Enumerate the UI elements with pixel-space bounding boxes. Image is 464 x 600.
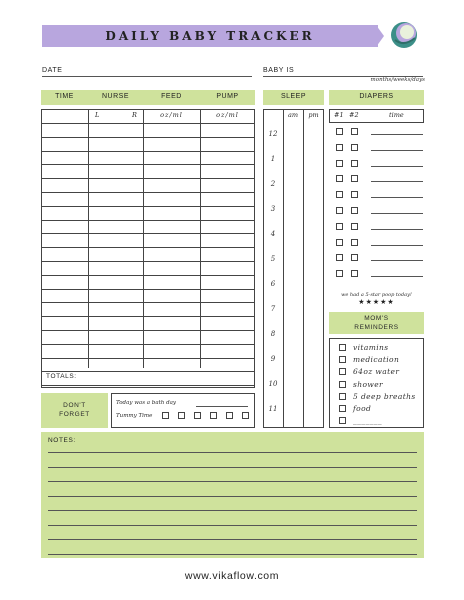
bath-day-label: Today was a bath day	[116, 400, 177, 406]
diaper-wet-checkbox[interactable]	[336, 223, 343, 230]
date-label: DATE	[42, 67, 63, 74]
sleep-hour-label: 7	[270, 305, 276, 313]
tummy-time-checkbox[interactable]	[210, 412, 217, 419]
feeding-row-line	[41, 358, 255, 359]
tummy-time-label: Tummy Time	[116, 413, 153, 419]
sleep-hour-label: 1	[270, 155, 276, 163]
diaper-dirty-checkbox[interactable]	[351, 175, 358, 182]
reminder-item-label: vitamins	[353, 343, 389, 352]
diaper-dirty-checkbox[interactable]	[351, 128, 358, 135]
footer-url[interactable]: www.vikaflow.com	[184, 570, 280, 582]
sleep-hour-label: 8	[270, 330, 276, 338]
diaper-wet-checkbox[interactable]	[336, 191, 343, 198]
notes-label: NOTES:	[48, 437, 76, 444]
reminder-item-label: shower	[353, 379, 384, 389]
tummy-time-checkbox[interactable]	[242, 412, 249, 419]
star-rating-icon[interactable]: ★★★★★	[358, 299, 395, 306]
col-pump-header: PUMP	[216, 93, 239, 100]
sleep-hour-label: 5	[270, 255, 276, 263]
diaper-dirty-checkbox[interactable]	[351, 160, 358, 167]
reminder-item-label: food	[353, 404, 372, 413]
reminder-checkbox[interactable]	[339, 381, 346, 388]
feeding-row-line	[41, 289, 255, 290]
diaper-col-1: #1	[334, 111, 344, 119]
sleep-divider-2	[303, 109, 304, 428]
diaper-wet-checkbox[interactable]	[336, 254, 343, 261]
sleep-hour-label: 3	[270, 205, 276, 213]
diaper-time-field[interactable]	[371, 197, 423, 198]
sleep-pm-label: pm	[308, 111, 319, 119]
poop-note: we had a 5-star poop today!	[341, 292, 412, 298]
diaper-time-field[interactable]	[371, 276, 423, 277]
diaper-time-field[interactable]	[371, 245, 423, 246]
feeding-row-line	[41, 206, 255, 207]
bath-day-field[interactable]	[196, 406, 248, 407]
diaper-col-time: time	[389, 111, 404, 119]
notes-line[interactable]	[48, 510, 417, 511]
reminders-title	[329, 314, 424, 332]
diaper-dirty-checkbox[interactable]	[351, 270, 358, 277]
tummy-time-checkbox[interactable]	[162, 412, 169, 419]
feeding-row-line	[41, 247, 255, 248]
diaper-wet-checkbox[interactable]	[336, 160, 343, 167]
sleep-title: SLEEP	[280, 93, 307, 100]
sleep-hour-label: 2	[270, 180, 276, 188]
reminder-checkbox[interactable]	[339, 344, 346, 351]
reminder-checkbox[interactable]	[339, 368, 346, 375]
feeding-row-line	[41, 178, 255, 179]
diaper-col-2: #2	[349, 111, 359, 119]
col-time-header: TIME	[55, 93, 74, 100]
diaper-wet-checkbox[interactable]	[336, 207, 343, 214]
sleep-hour-label: 4	[270, 230, 276, 238]
feeding-row-line	[41, 371, 255, 372]
diaper-time-field[interactable]	[371, 213, 423, 214]
col-nurse-header: NURSE	[101, 93, 129, 100]
feeding-row-line	[41, 275, 255, 276]
reminders-title-line1: MOM'S	[364, 315, 389, 322]
notes-line[interactable]	[48, 481, 417, 482]
vikaflow-logo-icon	[389, 20, 419, 50]
reminders-title-line2: REMINDERS	[354, 324, 399, 331]
nurse-right-sub: R	[132, 111, 137, 119]
sleep-hour-label: 10	[268, 380, 278, 388]
diaper-time-field[interactable]	[371, 150, 423, 151]
sleep-hour-label: 12	[268, 130, 278, 138]
reminder-checkbox[interactable]	[339, 417, 346, 424]
diaper-dirty-checkbox[interactable]	[351, 144, 358, 151]
diaper-wet-checkbox[interactable]	[336, 175, 343, 182]
diaper-dirty-checkbox[interactable]	[351, 207, 358, 214]
sleep-hour-label: 6	[270, 280, 276, 288]
diaper-dirty-checkbox[interactable]	[351, 223, 358, 230]
diaper-time-field[interactable]	[371, 166, 423, 167]
reminder-item-label: 5 deep breaths	[353, 391, 416, 401]
reminder-checkbox[interactable]	[339, 393, 346, 400]
diaper-time-field[interactable]	[371, 181, 423, 182]
notes-line[interactable]	[48, 496, 417, 497]
page-title: DAILY BABY TRACKER	[105, 29, 315, 43]
feeding-row-line	[41, 302, 255, 303]
feeding-row-line	[41, 123, 255, 124]
reminder-item-label: 64oz water	[353, 367, 400, 377]
diaper-dirty-checkbox[interactable]	[351, 254, 358, 261]
diaper-dirty-checkbox[interactable]	[351, 239, 358, 246]
feed-unit-sub: oz/ml	[160, 111, 183, 119]
feeding-col-divider	[200, 109, 201, 368]
baby-is-label: BABY IS	[263, 67, 295, 74]
diaper-time-field[interactable]	[371, 229, 423, 230]
diaper-wet-checkbox[interactable]	[336, 270, 343, 277]
diaper-dirty-checkbox[interactable]	[351, 191, 358, 198]
notes-line[interactable]	[48, 539, 417, 540]
dont-forget-title	[41, 401, 108, 419]
tummy-time-checkbox[interactable]	[194, 412, 201, 419]
dont-forget-line2: FORGET	[59, 411, 90, 418]
feeding-row-line	[41, 164, 255, 165]
diaper-time-field[interactable]	[371, 260, 423, 261]
notes-line[interactable]	[48, 467, 417, 468]
feeding-row-line	[41, 344, 255, 345]
sleep-am-label: am	[287, 111, 299, 119]
feeding-row-line	[41, 151, 255, 152]
feeding-col-divider	[143, 109, 144, 368]
feeding-row-line	[41, 261, 255, 262]
tummy-time-checkbox[interactable]	[178, 412, 185, 419]
pump-unit-sub: oz/ml	[216, 111, 239, 119]
feeding-row-line	[41, 233, 255, 234]
baby-is-hint: months/weeks/days	[370, 77, 425, 83]
nurse-left-sub: L	[95, 111, 100, 119]
diaper-wet-checkbox[interactable]	[336, 144, 343, 151]
feeding-row-line	[41, 220, 255, 221]
feeding-row-line	[41, 385, 255, 386]
feeding-row-line	[41, 137, 255, 138]
dont-forget-line1: DON'T	[63, 402, 86, 409]
tummy-time-checkbox[interactable]	[226, 412, 233, 419]
feeding-row-line	[41, 316, 255, 317]
totals-label: TOTALS:	[46, 373, 77, 380]
diaper-wet-checkbox[interactable]	[336, 239, 343, 246]
reminder-checkbox[interactable]	[339, 356, 346, 363]
sleep-hour-label: 9	[270, 355, 276, 363]
diaper-time-field[interactable]	[371, 134, 423, 135]
feeding-row-line	[41, 192, 255, 193]
dont-forget-box	[111, 393, 255, 428]
feeding-row-line	[41, 330, 255, 331]
notes-line[interactable]	[48, 525, 417, 526]
feeding-col-divider	[88, 109, 89, 368]
date-field[interactable]	[42, 76, 252, 77]
diaper-wet-checkbox[interactable]	[336, 128, 343, 135]
sleep-hour-label: 11	[268, 405, 278, 413]
reminder-checkbox[interactable]	[339, 405, 346, 412]
diapers-title: DIAPERS	[359, 93, 394, 100]
notes-line[interactable]	[48, 554, 417, 555]
reminder-item-label: _______	[353, 416, 383, 426]
col-feed-header: FEED	[161, 93, 182, 100]
sleep-divider-1	[283, 109, 284, 428]
reminder-item-label: medication	[353, 355, 400, 365]
notes-line[interactable]	[48, 452, 417, 453]
